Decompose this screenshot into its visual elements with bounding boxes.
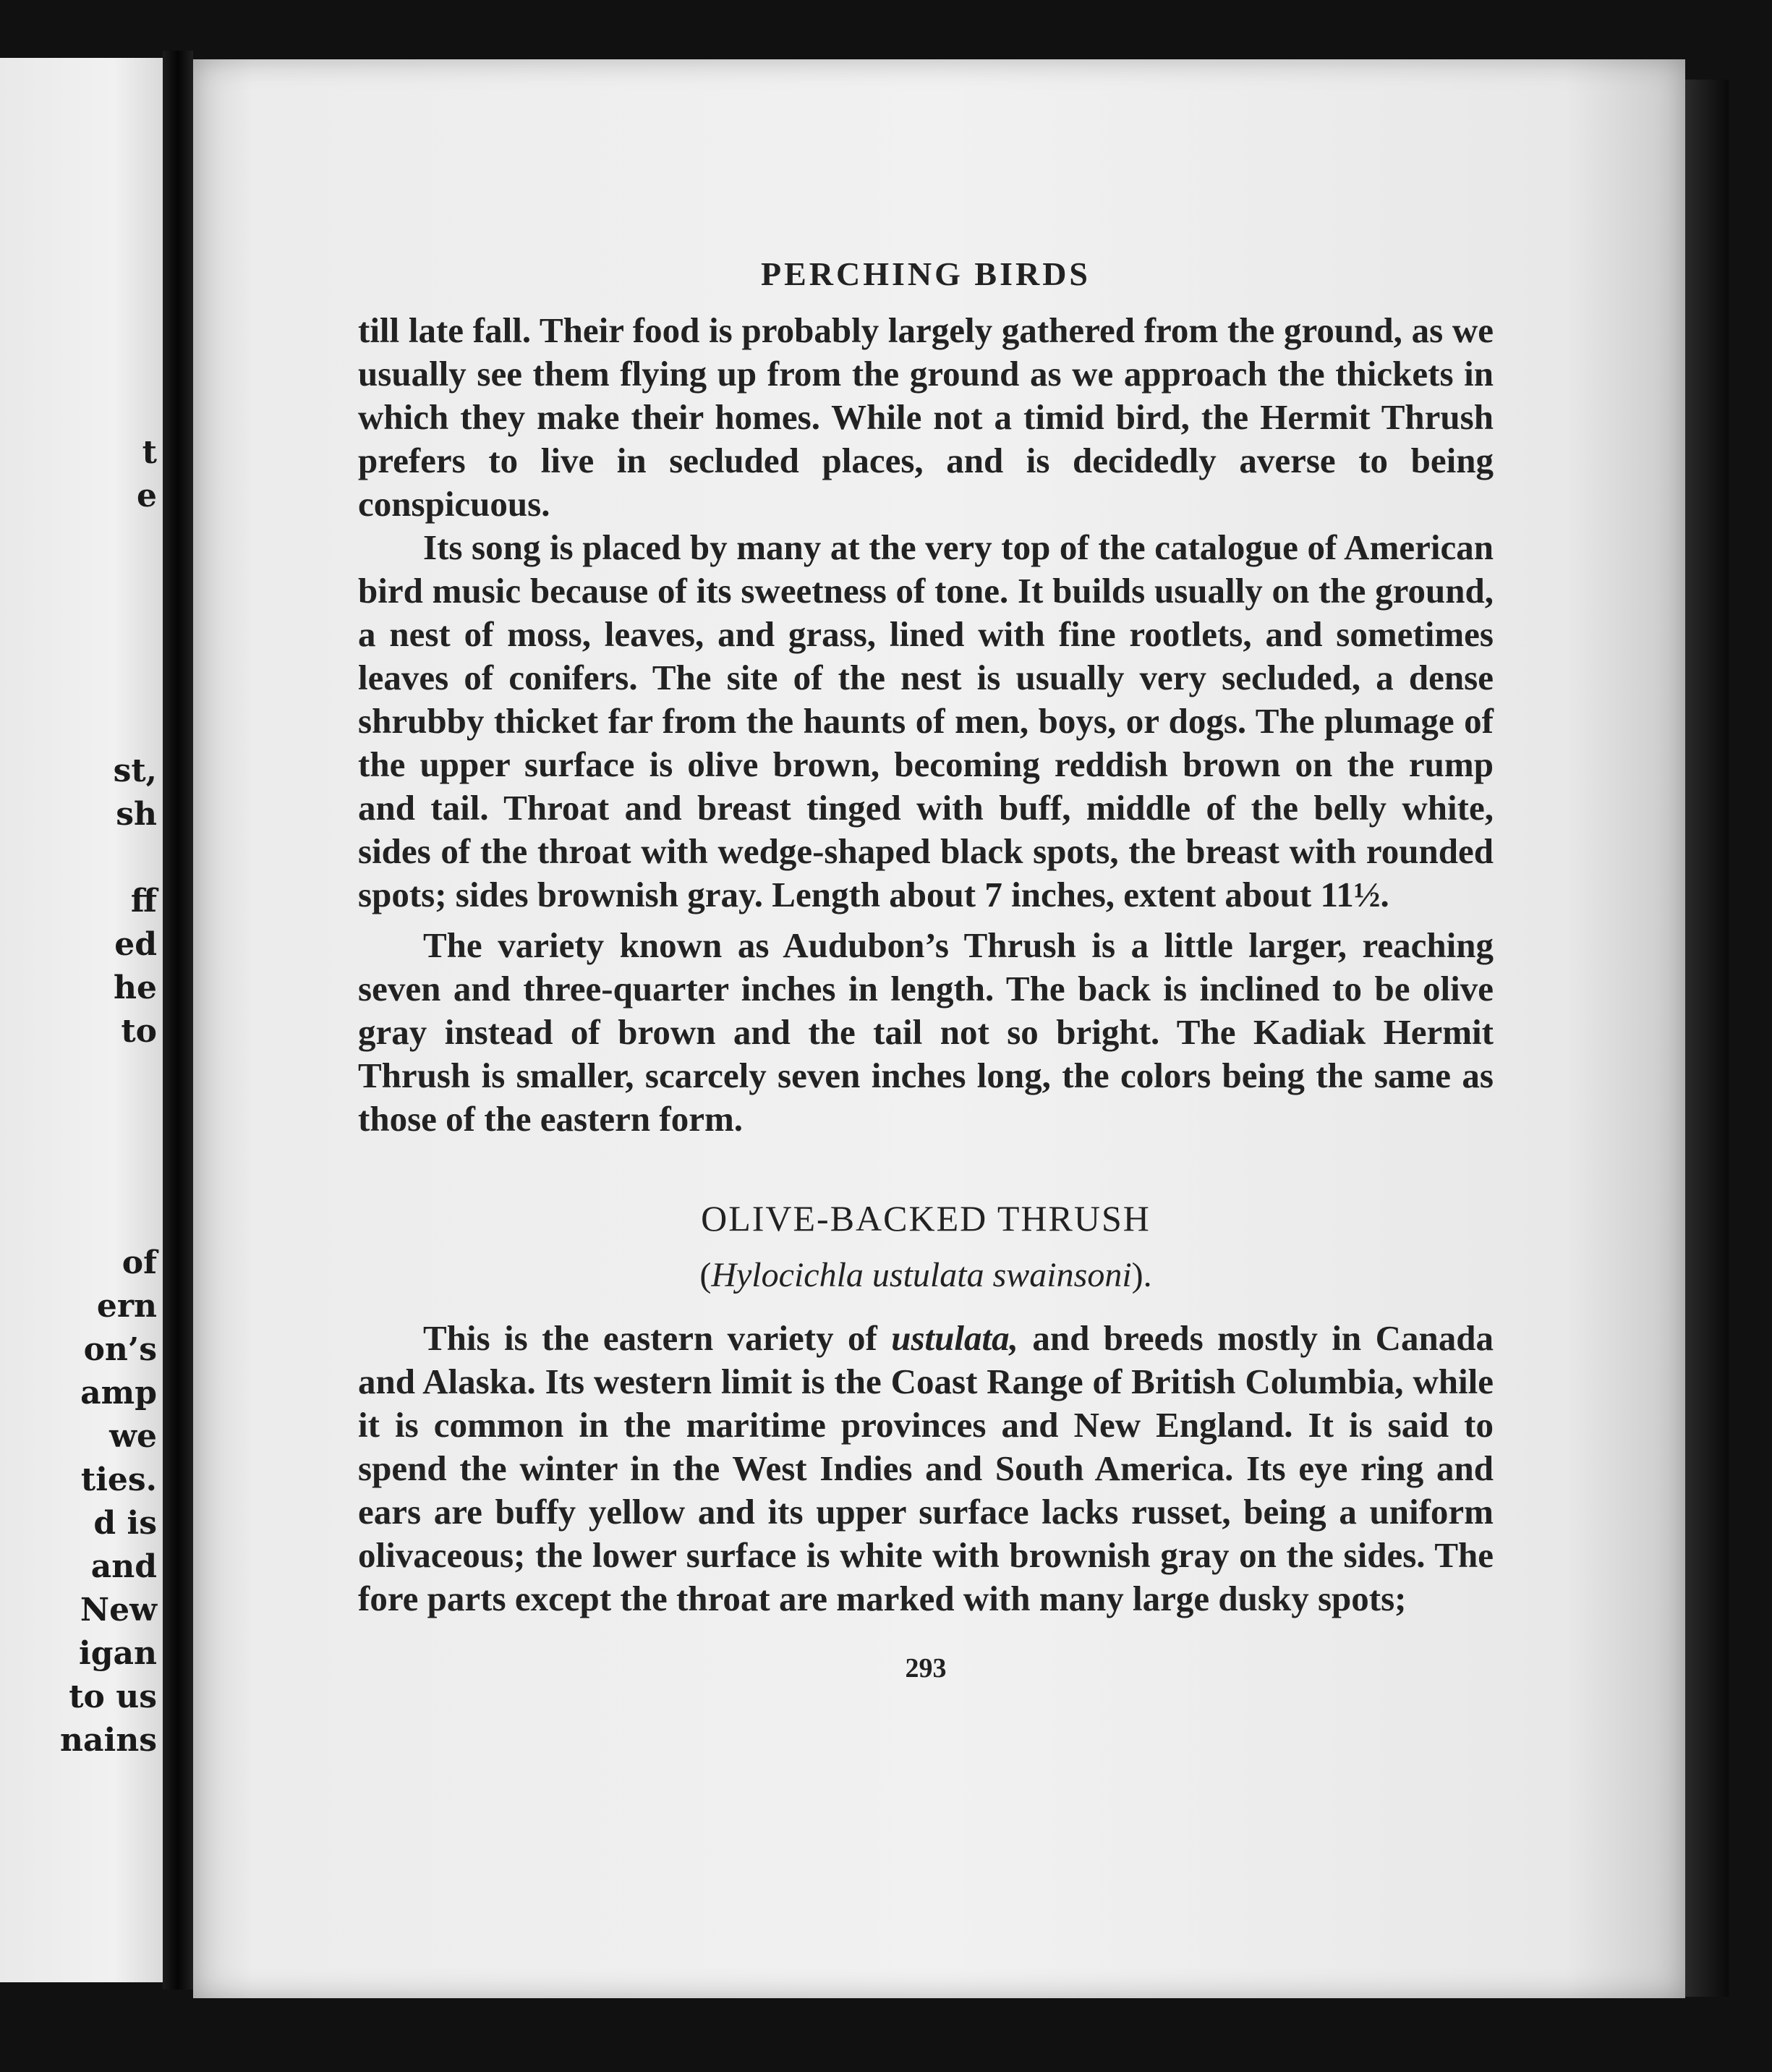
left-page-fragment: New — [80, 1592, 157, 1629]
running-head: PERCHING BIRDS — [760, 255, 1091, 292]
scientific-name-close: ). — [1131, 1256, 1152, 1294]
left-page-fragment: d is — [93, 1505, 157, 1542]
paragraph-olive-backed-after: and breeds mostly in Canada and Alaska. Its western limit is the Coast Range of British Columbia, while it is common in the maritime provinces and New England. It is said to spend the winter in the West Indies and South America. Its eye ring and ears are buffy yellow and its upper surface lacks russet, being a uniform olivaceous; the lower surface is white with brownish gray on the sides. The fore parts except the throat are marked with many large dusky spots; — [358, 1318, 1494, 1618]
left-page-fragment: t — [142, 434, 157, 471]
left-page-fragment: ern — [96, 1288, 157, 1325]
page-content — [358, 255, 1494, 1684]
left-page-fragment: and — [90, 1548, 157, 1585]
left-page-fragment: e — [137, 477, 157, 514]
paragraph-olive-backed-thrush — [358, 1317, 1494, 1621]
left-page-fragment: he — [114, 969, 157, 1006]
paragraph-olive-backed-term: ustulata, — [891, 1318, 1018, 1358]
left-page-fragment: ff — [130, 883, 157, 920]
left-page-fragment: of — [122, 1244, 157, 1281]
paragraph-hermit-thrush-habits: till late fall. Their food is probably largely gathered from the ground, as we usually see them flying up from the ground as we approach the thickets in which they make their homes. While not a timid bird, the Hermit Thrush prefers to live in secluded places, and is decidedly averse to being conspicuous. — [358, 310, 1494, 524]
main-page — [193, 59, 1685, 1998]
paragraph-thrush-varieties: The variety known as Audubon’s Thrush is a little larger, reaching seven and three-quarter inches in length. The back is inclined to be olive gray instead of brown and the tail not so bright. The Kadiak Hermit Thrush is smaller, scarcely seven inches long, the colors being the same as those of the eastern form. — [358, 925, 1494, 1139]
left-page-fragment: sh — [116, 796, 157, 833]
left-page-fragment: igan — [79, 1635, 157, 1672]
left-page-fragment: to — [121, 1013, 157, 1050]
paragraph-olive-backed-before: This is the eastern variety of — [423, 1318, 892, 1358]
scientific-name-text: Hylocichla ustulata swainsoni — [711, 1256, 1132, 1294]
left-page-fragment: to us — [69, 1678, 157, 1715]
left-page-fragment: st, — [113, 752, 157, 789]
left-page-text-fragments — [0, 58, 163, 1982]
left-page-edge — [0, 58, 163, 1982]
paragraph-hermit-thrush-song-nest: Its song is placed by many at the very top of the catalogue of American bird music because of its sweetness of tone. It builds usually on the ground, a nest of moss, leaves, and grass, lined with fine rootlets, and sometimes leaves of conifers. The site of the nest is usually very secluded, a dense shrubby thicket far from the haunts of men, boys, or dogs. The plumage of the upper surface is olive brown, becoming reddish brown on the rump and tail. Throat and breast tinged with buff, middle of the belly white, sides of the throat with wedge-shaped black spots, the breast with rounded spots; sides brownish gray. Length about 7 inches, extent about 11½. — [358, 527, 1494, 914]
left-page-fragment: we — [109, 1418, 157, 1455]
left-page-fragment: ties. — [80, 1461, 157, 1498]
left-page-fragment: amp — [80, 1375, 157, 1411]
left-page-fragment: on’s — [83, 1331, 157, 1368]
scientific-name — [358, 1255, 1494, 1295]
book-gutter — [163, 51, 193, 1990]
left-page-fragment: nains — [60, 1722, 157, 1759]
section-title: OLIVE-BACKED THRUSH — [701, 1198, 1151, 1239]
page-right-edge-shadow — [1685, 80, 1729, 1997]
page-number: 293 — [905, 1653, 947, 1684]
scientific-name-open: ( — [699, 1256, 712, 1294]
left-page-fragment: ed — [114, 926, 157, 963]
